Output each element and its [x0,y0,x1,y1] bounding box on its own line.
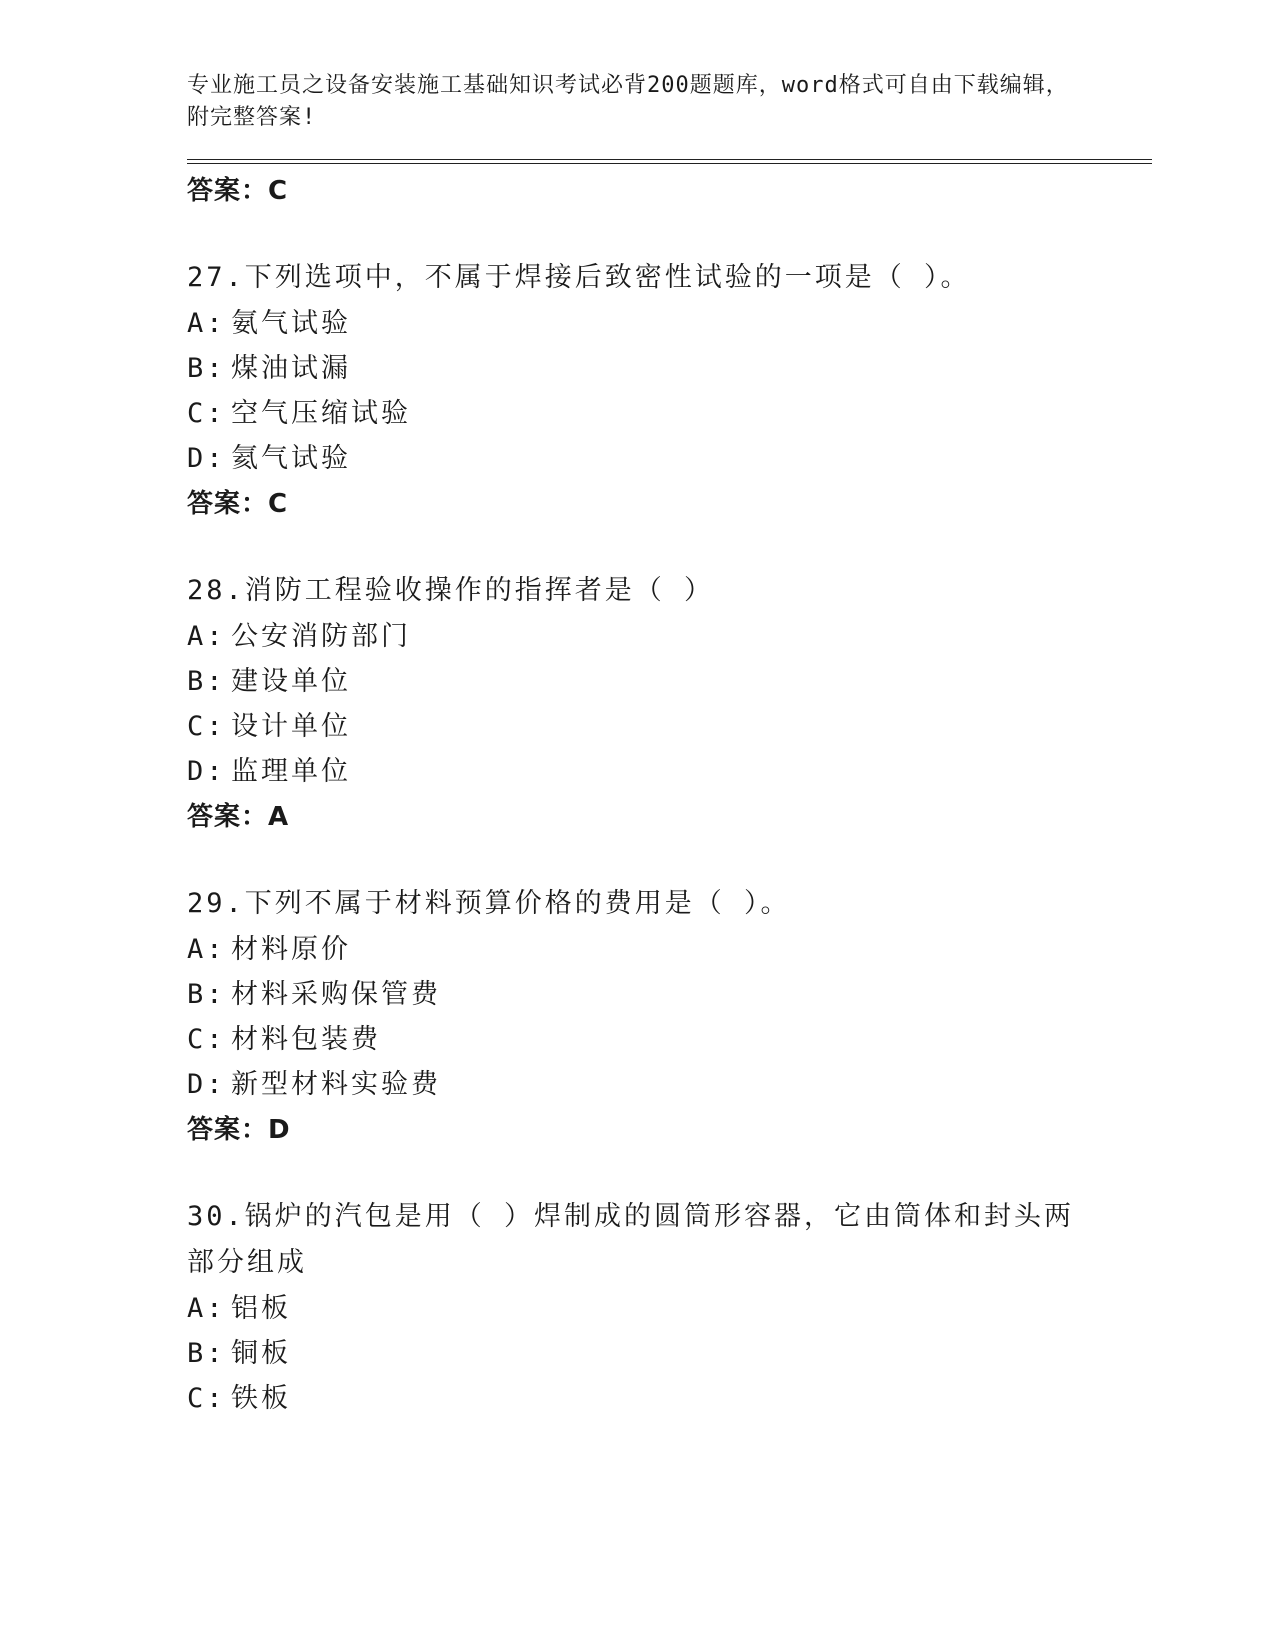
question-30 [187,1194,1157,1421]
option-d [187,1062,1157,1107]
option-letter: A: [187,934,226,965]
option-text: 铁板 [231,1383,291,1414]
option-text: 新型材料实验费 [231,1069,441,1100]
option-text: 铝板 [231,1293,291,1324]
option-text: 材料包装费 [231,1024,381,1055]
option-a [187,614,1157,659]
header-divider [187,159,1152,164]
option-letter: B: [187,666,226,697]
question-answer: 答案：D [187,1115,291,1145]
option-text: 监理单位 [231,756,351,787]
option-text: 氨气试验 [231,308,351,339]
option-letter: B: [187,979,226,1010]
option-a [187,1286,1157,1331]
option-b [187,659,1157,704]
option-text: 材料采购保管费 [231,979,441,1010]
option-letter: C: [187,1383,226,1414]
previous-answer: 答案：C [187,176,289,206]
option-b [187,346,1157,391]
option-b [187,972,1157,1017]
question-title: 30.锅炉的汽包是用（ ）焊制成的圆筒形容器，它由筒体和封头两部分组成 [187,1201,1075,1278]
header-rule-top [187,159,1152,160]
option-letter: C: [187,1024,226,1055]
document-header: 专业施工员之设备安装施工基础知识考试必背200题题库，word格式可自由下载编辑，附完整答案! [187,73,1069,130]
option-text: 氦气试验 [231,443,351,474]
option-text: 设计单位 [231,711,351,742]
question-title: 29.下列不属于材料预算价格的费用是（ ）。 [187,888,791,919]
option-text: 材料原价 [231,934,351,965]
option-c [187,1017,1157,1062]
question-28 [187,568,1157,840]
option-letter: B: [187,1338,226,1369]
option-letter: A: [187,308,226,339]
option-letter: D: [187,443,226,474]
option-letter: A: [187,621,226,652]
option-c [187,704,1157,749]
option-a [187,927,1157,972]
option-c [187,391,1157,436]
option-text: 铜板 [231,1338,291,1369]
document-page [187,70,1157,1421]
option-letter: C: [187,711,226,742]
option-letter: B: [187,353,226,384]
option-b [187,1331,1157,1376]
option-a [187,301,1157,346]
question-answer: 答案：A [187,802,290,832]
question-29 [187,881,1157,1153]
option-text: 建设单位 [231,666,351,697]
option-letter: D: [187,756,226,787]
header-rule-bottom [187,163,1152,164]
option-c [187,1376,1157,1421]
option-d [187,436,1157,481]
option-text: 空气压缩试验 [231,398,411,429]
question-title: 27.下列选项中，不属于焊接后致密性试验的一项是（ ）。 [187,262,971,293]
question-27 [187,255,1157,527]
option-letter: A: [187,1293,226,1324]
question-title: 28.消防工程验收操作的指挥者是（ ） [187,575,715,606]
option-text: 公安消防部门 [231,621,411,652]
question-answer: 答案：C [187,489,289,519]
option-letter: C: [187,398,226,429]
option-letter: D: [187,1069,226,1100]
option-d [187,749,1157,794]
option-text: 煤油试漏 [231,353,351,384]
